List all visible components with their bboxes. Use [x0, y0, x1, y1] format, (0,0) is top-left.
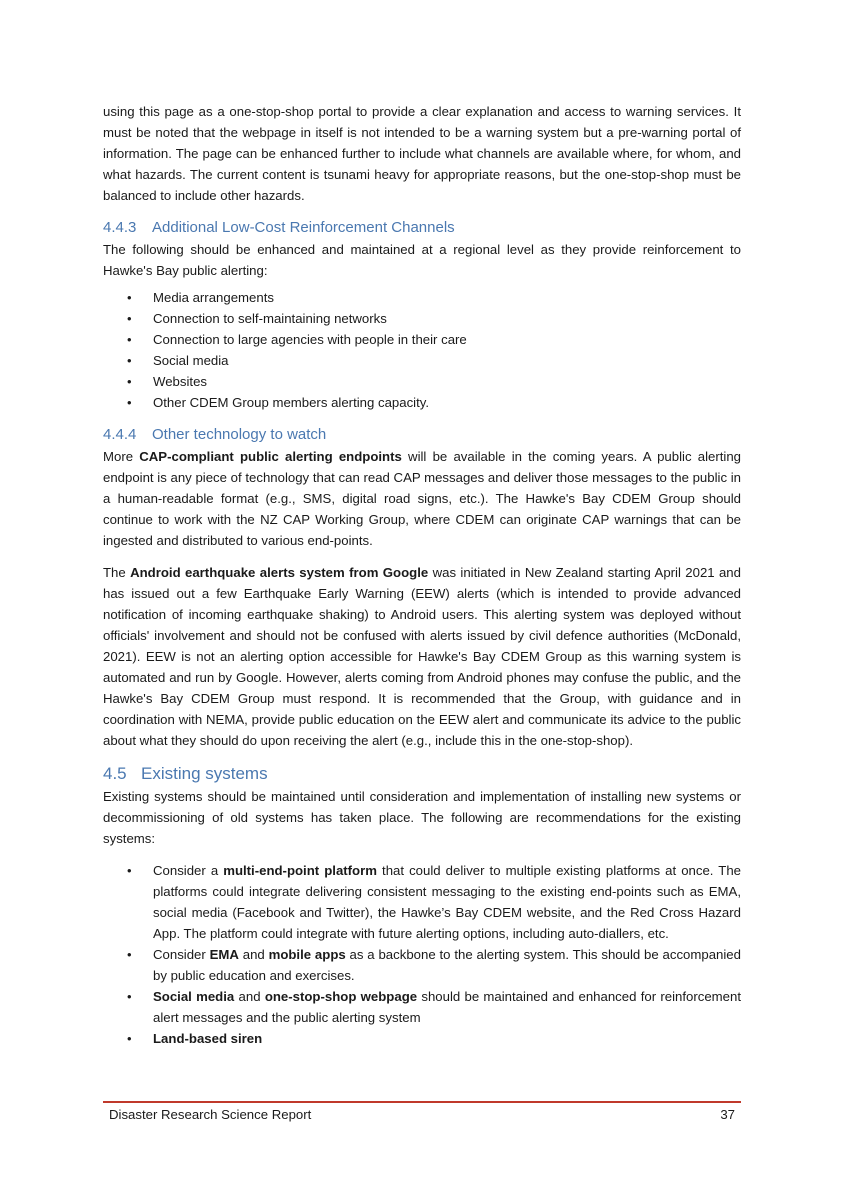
bullet-icon: • — [127, 290, 132, 305]
footer-divider — [103, 1101, 741, 1103]
intro-paragraph: using this page as a one-stop-shop portal to provide a clear explanation and access to warning services. It must be noted that the webpage in itself is not intended to be a warning system but a pre-warning portal of information. The page can be enhanced further to include what channels are available where, for whom, and what hazards. The current content is tsunami heavy for appropriate reasons, but the one-stop-shop must be balanced to include other hazards. — [103, 104, 741, 203]
document-page — [103, 101, 741, 1060]
list-item: • Connection to large agencies with people in their care — [103, 329, 741, 350]
heading-title: Additional Low-Cost Reinforcement Channels — [152, 219, 455, 236]
existing-systems-list — [103, 860, 741, 1049]
bullet-icon: • — [127, 353, 132, 368]
bullet-icon: • — [127, 374, 132, 389]
list-item: • Connection to self-maintaining networks — [103, 308, 741, 329]
footer-report-title: Disaster Research Science Report — [109, 1107, 312, 1122]
bullet-icon: • — [127, 395, 132, 410]
heading-4-4-4 — [103, 424, 741, 446]
section-4-5-intro: Existing systems should be maintained until consideration and implementation of installing new systems or decommissioning of old systems has taken place. The following are recommendations for the existing systems: — [103, 789, 741, 846]
heading-title: Other technology to watch — [152, 426, 327, 443]
heading-number: 4.4.4 — [103, 426, 137, 443]
list-item: • Consider a multi-end-point platform that could deliver to multiple existing platforms at once. The platforms could integrate delivering consistent messaging to the existing end-points such as EMA, social media (Facebook and Twitter), the Hawke’s Bay CDEM website, and the Red Cross Hazard App. The platform could integrate with future alerting options, including auto-diallers, etc. — [103, 860, 741, 944]
list-item: • Websites — [103, 371, 741, 392]
list-item: • Other CDEM Group members alerting capacity. — [103, 392, 741, 413]
heading-number: 4.4.3 — [103, 219, 137, 236]
page-footer — [109, 1106, 735, 1124]
bullet-icon: • — [127, 311, 132, 326]
heading-4-5 — [103, 762, 741, 786]
android-alerts-paragraph: The Android earthquake alerts system from Google was initiated in New Zealand starting April 2021 and has issued out a few Earthquake Early Warning (EEW) alerts (which is intended to provide advanced notification of incoming earthquake shaking) to Android users. This alerting system was deployed without officials' involvement and should not be confused with alerts issued by civil defence authorities (McDonald, 2021). EEW is not an alerting option accessible for Hawke's Bay CDEM Group as this warning system is automated and run by Google. However, alerts coming from Android phones may confuse the public, and the Hawke's Bay CDEM Group must respond. It is recommended that the Group, with guidance and in coordination with NEMA, provide public education on the EEW alert and communicate its advice to the public about what they should do upon receiving the alert (e.g., include this in the one-stop-shop). — [103, 565, 741, 748]
bullet-icon: • — [127, 332, 132, 347]
page-number: 37 — [720, 1107, 735, 1122]
bullet-icon: • — [127, 989, 132, 1004]
heading-title: Existing systems — [141, 764, 268, 783]
section-4-4-3-intro: The following should be enhanced and maintained at a regional level as they provide reinforcement to Hawke's Bay public alerting: — [103, 242, 741, 278]
reinforcement-channel-list — [103, 287, 741, 413]
heading-number: 4.5 — [103, 764, 127, 783]
list-item: • Land-based siren — [103, 1028, 741, 1049]
bullet-icon: • — [127, 863, 132, 878]
bullet-icon: • — [127, 1031, 132, 1046]
list-item: • Social media — [103, 350, 741, 371]
bullet-icon: • — [127, 947, 132, 962]
list-item: • Consider EMA and mobile apps as a backbone to the alerting system. This should be accompanied by public education and exercises. — [103, 944, 741, 986]
list-item: • Media arrangements — [103, 287, 741, 308]
list-item: • Social media and one-stop-shop webpage should be maintained and enhanced for reinforcement alert messages and the public alerting system — [103, 986, 741, 1028]
cap-endpoints-paragraph: More CAP-compliant public alerting endpoints will be available in the coming years. A public alerting endpoint is any piece of technology that can read CAP messages and deliver those messages to the public in a human-readable format (e.g., SMS, digital road signs, etc.). The Hawke's Bay CDEM Group should continue to work with the NZ CAP Working Group, where CDEM can originate CAP warnings that can be ingested and distributed to various end-points. — [103, 449, 741, 548]
heading-4-4-3 — [103, 217, 741, 239]
